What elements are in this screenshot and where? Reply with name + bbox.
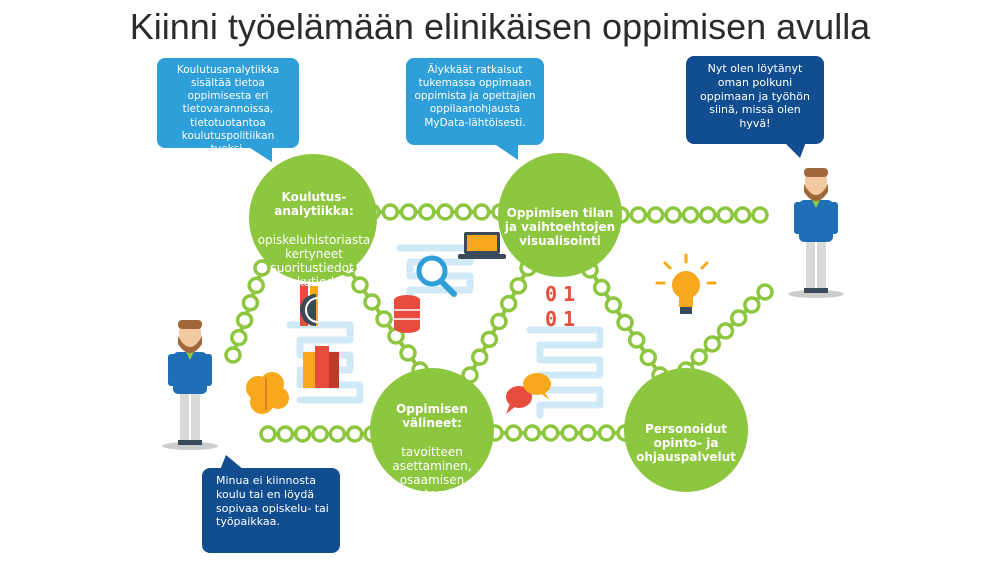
chain-bead <box>758 285 772 299</box>
bubble-analytics: Koulutusanalytiikka sisältää tietoa oppimisesta eri tietovarannoissa, tietotuotantoa koulutuspolitiikan tueksi. <box>157 58 299 148</box>
chain-bead <box>692 350 706 364</box>
chain-bead <box>330 427 344 441</box>
chain-bead <box>753 208 767 222</box>
chain-bead <box>238 313 252 327</box>
chain-bead <box>595 281 609 295</box>
chain-bead <box>705 337 719 351</box>
person-icon <box>162 320 218 450</box>
chain-bead <box>243 296 257 310</box>
lightbulb-icon <box>657 255 715 314</box>
brain-icon <box>246 372 289 414</box>
chain-bead <box>492 315 506 329</box>
chain-bead <box>261 427 275 441</box>
chain-bead <box>736 208 750 222</box>
chain-bead <box>377 312 391 326</box>
chain-bead <box>599 426 613 440</box>
chain-bead <box>365 295 379 309</box>
chain-bead <box>507 426 521 440</box>
chain-bead <box>383 205 397 219</box>
binary-digits: 01 01 <box>545 282 582 331</box>
laptop-icon <box>458 232 506 259</box>
ruler-protractor-icon <box>300 284 318 326</box>
chain-bead <box>631 208 645 222</box>
chain-bead <box>581 426 595 440</box>
circle-visualisation-text <box>500 192 620 249</box>
chain-bead <box>718 208 732 222</box>
chain-bead <box>684 208 698 222</box>
books-icon <box>303 346 339 388</box>
circle-analytics-body: opiskeluhistoriasta kertyneet suoritustiedot, hakutiedot <box>257 232 371 290</box>
bubble-smart-solutions: Älykkäät ratkaisut tukemassa oppimaan oppimista ja opettajien oppilaanohjausta MyData-lähtöisesti. <box>406 58 544 145</box>
person-icon <box>788 168 844 298</box>
circle-analytics-text <box>252 176 376 289</box>
chain-bead <box>719 324 733 338</box>
chain-bead <box>438 205 452 219</box>
database-icon <box>394 295 420 333</box>
chain-bead <box>456 205 470 219</box>
chain-bead <box>226 348 240 362</box>
chain-bead <box>701 208 715 222</box>
chain-bead <box>618 316 632 330</box>
chain-bead <box>278 427 292 441</box>
chain-bead <box>745 298 759 312</box>
chain-bead <box>402 205 416 219</box>
circle-tools-heading: Oppimisen välineet: <box>396 402 468 431</box>
chain-bead <box>232 331 246 345</box>
chain-bead <box>666 208 680 222</box>
chain-bead <box>296 427 310 441</box>
chain-bead <box>475 205 489 219</box>
circle-tools-body: tavoitteen asettaminen, osaamisen todentaminen <box>389 444 475 502</box>
chain-bead <box>420 205 434 219</box>
circle-analytics-heading: Koulutus- analytiikka: <box>274 190 354 219</box>
chain-bead <box>511 279 525 293</box>
chain-bead <box>482 332 496 346</box>
chain-bead <box>348 427 362 441</box>
bubble-not-interested: Minua ei kiinnosta koulu tai en löydä sopivaa opiskelu- tai työpaikkaa. <box>202 468 340 553</box>
chain-bead <box>544 426 558 440</box>
page-title: Kiinni työelämään elinikäisen oppimisen avulla <box>129 6 871 47</box>
chain-bead <box>502 297 516 311</box>
chain-bead <box>649 208 663 222</box>
circle-services-heading: Personoidut opinto- ja ohjauspalvelut <box>636 422 736 465</box>
circle-tools-text <box>372 388 492 501</box>
chain-bead <box>473 350 487 364</box>
chain-bead <box>641 351 655 365</box>
chain-bead <box>525 426 539 440</box>
chain-bead <box>562 426 576 440</box>
bubble-found-path: Nyt olen löytänyt oman polkuni oppimaan ja työhön siinä, missä olen hyvä! <box>686 56 824 144</box>
circle-visualisation-heading: Oppimisen tilan ja vaihtoehtojen visualisointi <box>504 206 616 249</box>
chain-bead <box>606 298 620 312</box>
chain-bead <box>313 427 327 441</box>
chain-bead <box>732 311 746 325</box>
chain-bead <box>401 346 415 360</box>
chain-bead <box>630 333 644 347</box>
circle-services-text <box>626 408 746 465</box>
